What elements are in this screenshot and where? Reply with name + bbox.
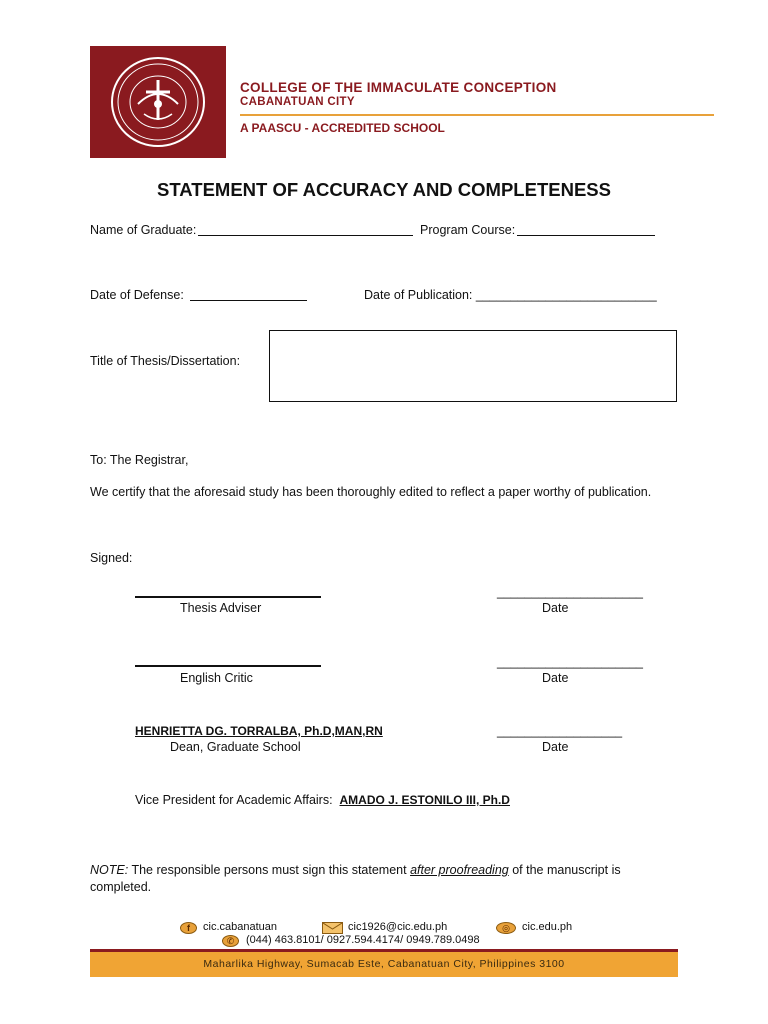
accreditation-text: A PAASCU - ACCREDITED SCHOOL bbox=[240, 121, 445, 135]
college-city: CABANATUAN CITY bbox=[240, 96, 355, 108]
signed-label: Signed: bbox=[90, 551, 133, 565]
note-text-before: The responsible persons must sign this statement bbox=[128, 863, 411, 877]
phone-icon: ✆ bbox=[222, 935, 239, 947]
date-of-defense-label: Date of Defense: bbox=[90, 288, 184, 302]
document-title: STATEMENT OF ACCURACY AND COMPLETENESS bbox=[157, 179, 611, 200]
dean-title: Dean, Graduate School bbox=[170, 740, 301, 754]
footer-phones: (044) 463.8101/ 0927.594.4174/ 0949.789.0498 bbox=[246, 934, 480, 946]
program-course-line[interactable] bbox=[517, 235, 655, 236]
english-critic-label: English Critic bbox=[180, 671, 253, 685]
thesis-adviser-date-label: Date bbox=[542, 601, 569, 615]
note-label: NOTE: bbox=[90, 863, 129, 877]
title-of-thesis-box[interactable] bbox=[269, 330, 677, 402]
name-of-graduate-label: Name of Graduate: bbox=[90, 223, 197, 237]
note-text-after: of the manuscript is bbox=[508, 863, 621, 877]
english-critic-date-label: Date bbox=[542, 671, 569, 685]
dean-date-line[interactable]: __________________ bbox=[497, 724, 623, 738]
vp-label: Vice President for Academic Affairs: bbox=[135, 793, 333, 807]
dean-name: HENRIETTA DG. TORRALBA, Ph.D,MAN,RN bbox=[135, 724, 383, 738]
vp-academic-affairs bbox=[135, 793, 510, 807]
footer-email[interactable]: cic1926@cic.edu.ph bbox=[348, 921, 448, 933]
english-critic-signature-line[interactable] bbox=[135, 665, 321, 667]
note-emphasis: after proofreading bbox=[410, 863, 509, 877]
globe-icon: ◎ bbox=[496, 922, 516, 934]
thesis-adviser-date-line[interactable]: _____________________ bbox=[497, 585, 643, 599]
footer-facebook[interactable]: cic.cabanatuan bbox=[203, 921, 277, 933]
thesis-adviser-signature-line[interactable] bbox=[135, 596, 321, 598]
thesis-adviser-label: Thesis Adviser bbox=[180, 601, 262, 615]
date-of-publication-line[interactable]: __________________________ bbox=[475, 288, 657, 302]
header-divider bbox=[240, 114, 714, 116]
date-of-publication-label bbox=[364, 288, 657, 302]
certification-statement: We certify that the aforesaid study has been thoroughly edited to reflect a paper worthy of publication. bbox=[90, 485, 652, 499]
vp-name: AMADO J. ESTONILO III, Ph.D bbox=[339, 793, 510, 807]
to-registrar: To: The Registrar, bbox=[90, 453, 189, 467]
facebook-icon: f bbox=[180, 922, 197, 934]
program-course-label: Program Course: bbox=[420, 223, 516, 237]
note-line2: completed. bbox=[90, 880, 152, 894]
date-of-publication-text: Date of Publication: bbox=[364, 288, 473, 302]
note-paragraph bbox=[90, 863, 650, 877]
footer-web[interactable]: cic.edu.ph bbox=[522, 921, 573, 933]
dean-date-label: Date bbox=[542, 740, 569, 754]
title-of-thesis-label: Title of Thesis/Dissertation: bbox=[90, 354, 241, 368]
english-critic-date-line[interactable]: _____________________ bbox=[497, 655, 643, 669]
college-seal-icon bbox=[108, 54, 208, 150]
name-of-graduate-line[interactable] bbox=[198, 235, 413, 236]
college-name: COLLEGE OF THE IMMACULATE CONCEPTION bbox=[240, 80, 557, 95]
footer-address: Maharlika Highway, Sumacab Este, Cabanatuan City, Philippines 3100 bbox=[203, 958, 565, 970]
date-of-defense-line[interactable] bbox=[190, 300, 307, 301]
email-icon bbox=[322, 922, 343, 934]
college-logo bbox=[90, 46, 226, 158]
